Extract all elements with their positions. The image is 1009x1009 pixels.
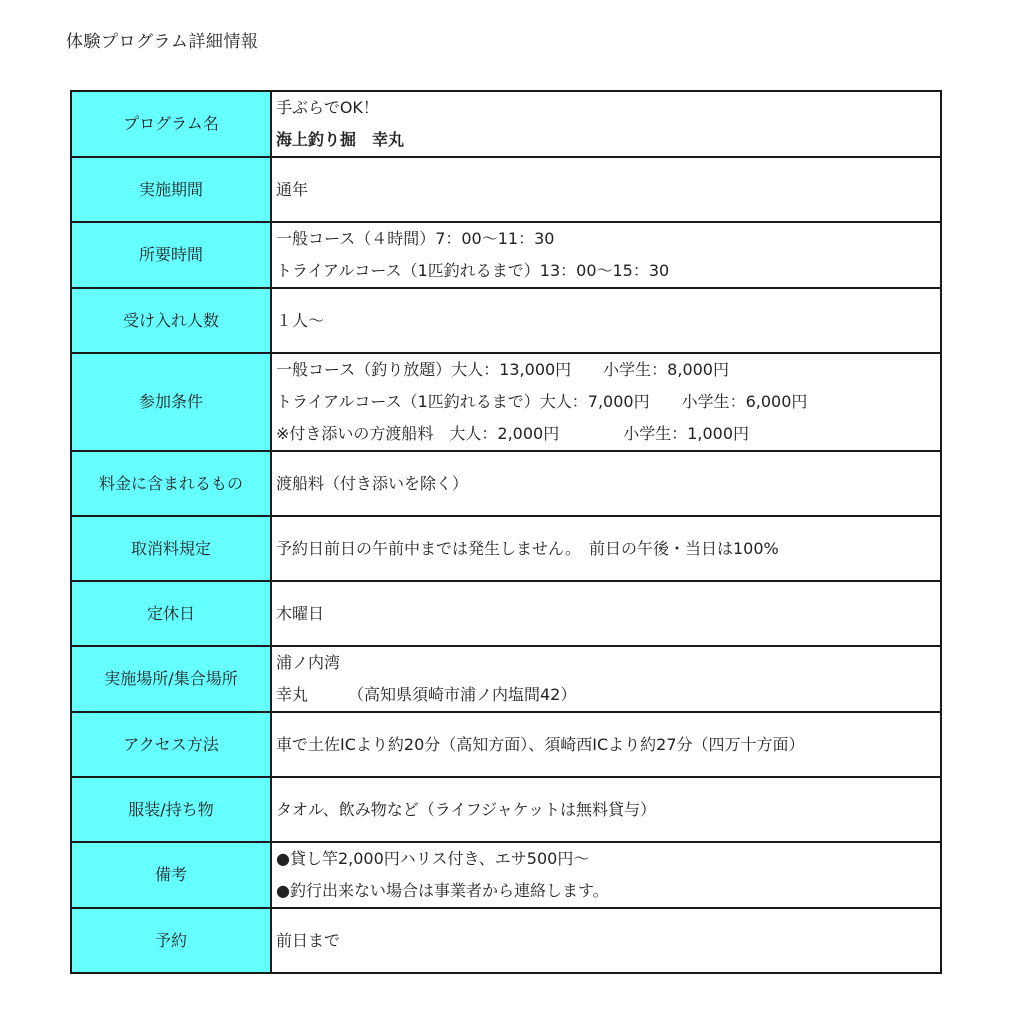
value-duration: [271, 222, 941, 288]
value-program-name: [271, 91, 941, 157]
location-bay: 浦ノ内湾: [276, 653, 341, 672]
conditions-companion: ※付き添いの方渡船料 大人：2,000円 小学生：1,000円: [276, 424, 750, 443]
row-cancellation: [71, 516, 941, 581]
duration-trial: トライアルコース（1匹釣れるまで）13：00〜15：30: [276, 261, 670, 280]
row-notes: [71, 842, 941, 908]
row-belongings: [71, 777, 941, 842]
label-reservation: 予約: [71, 908, 271, 973]
label-period: 実施期間: [71, 157, 271, 222]
value-period: [271, 157, 941, 222]
program-details-table: [70, 90, 942, 974]
label-included: 料金に含まれるもの: [71, 451, 271, 516]
label-duration: 所要時間: [71, 222, 271, 288]
capacity-text: １人〜: [276, 310, 325, 330]
label-belongings: 服装/持ち物: [71, 777, 271, 842]
value-holiday: [271, 581, 941, 646]
program-name-tagline: 手ぶらでOK！: [276, 98, 379, 117]
label-program-name: プログラム名: [71, 91, 271, 157]
value-reservation: [271, 908, 941, 973]
value-belongings: [271, 777, 941, 842]
label-conditions: 参加条件: [71, 353, 271, 451]
page-title: 体験プログラム詳細情報: [66, 32, 259, 52]
program-name-title: 海上釣り掘 幸丸: [276, 130, 405, 149]
value-capacity: [271, 288, 941, 353]
label-location: 実施場所/集合場所: [71, 646, 271, 712]
label-access: アクセス方法: [71, 712, 271, 777]
label-capacity: 受け入れ人数: [71, 288, 271, 353]
row-access: [71, 712, 941, 777]
row-location: [71, 646, 941, 712]
duration-general: 一般コース（４時間）7：00〜11：30: [276, 229, 555, 248]
value-cancellation: [271, 516, 941, 581]
included-text: 渡船料（付き添いを除く）: [276, 473, 469, 493]
conditions-trial: トライアルコース（1匹釣れるまで）大人：7,000円 小学生：6,000円: [276, 392, 808, 411]
belongings-text: タオル、飲み物など（ライフジャケットは無料貸与）: [276, 799, 657, 819]
label-notes: 備考: [71, 842, 271, 908]
value-included: [271, 451, 941, 516]
label-cancellation: 取消料規定: [71, 516, 271, 581]
row-program-name: [71, 91, 941, 157]
location-address: 幸丸 （高知県須崎市浦ノ内塩間42）: [276, 685, 577, 704]
conditions-general: 一般コース（釣り放題）大人：13,000円 小学生：8,000円: [276, 360, 729, 379]
row-reservation: [71, 908, 941, 973]
row-period: [71, 157, 941, 222]
reservation-text: 前日まで: [276, 930, 341, 950]
row-conditions: [71, 353, 941, 451]
row-capacity: [71, 288, 941, 353]
value-notes: [271, 842, 941, 908]
label-holiday: 定休日: [71, 581, 271, 646]
access-text: 車で土佐ICより約20分（高知方面）、須崎西ICより約27分（四万十方面）: [276, 734, 805, 754]
notes-cancel-contact: ●釣行出来ない場合は事業者から連絡します。: [276, 881, 609, 900]
value-access: [271, 712, 941, 777]
cancellation-text: 予約日前日の午前中までは発生しません。 前日の午後・当日は100%: [276, 538, 779, 558]
holiday-text: 木曜日: [276, 603, 325, 623]
value-conditions: [271, 353, 941, 451]
row-holiday: [71, 581, 941, 646]
period-text: 通年: [276, 179, 309, 199]
row-duration: [71, 222, 941, 288]
row-included: [71, 451, 941, 516]
value-location: [271, 646, 941, 712]
notes-rental: ●貸し竿2,000円ハリス付き、エサ500円〜: [276, 849, 590, 868]
